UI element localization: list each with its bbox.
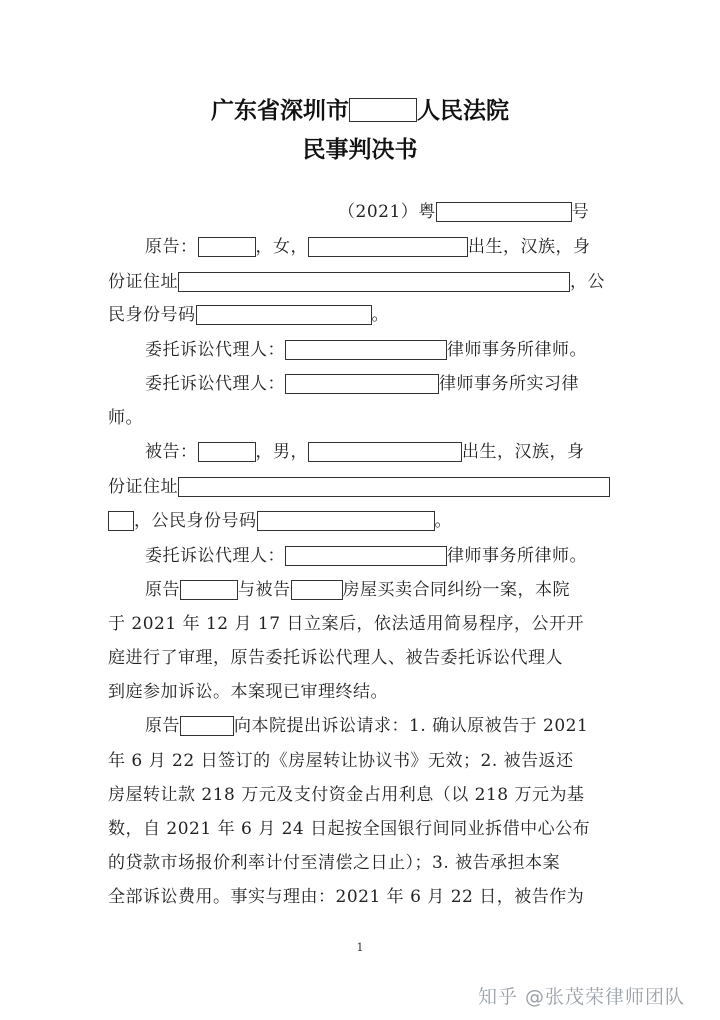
plaintiff-agent-2-cont: 师。 — [108, 408, 143, 428]
redacted-agent-2 — [285, 374, 439, 394]
body-line-18: 数，自 2021 年 6 月 24 日起按全国银行间同业拆借中心公布 — [108, 819, 591, 839]
body-line-12: 于 2021 年 12 月 17 日立案后，依法适用简易程序，公开开 — [108, 614, 584, 634]
defendant-agent-line: 委托诉讼代理人： 律师事务所律师。 — [145, 546, 587, 566]
redacted-plaintiff-ref — [180, 580, 238, 600]
plaintiff-agent-2-line: 委托诉讼代理人： 律师事务所实习律 — [145, 374, 579, 394]
defendant-address-line: 份证住址 — [108, 476, 610, 498]
claims-line: 原告 向本院提出诉讼请求：1. 确认原被告于 2021 — [145, 716, 589, 736]
zhihu-watermark: 知乎 @张茂荣律师团队 — [478, 986, 686, 1008]
case-number: （2021）粤 号 — [338, 202, 590, 222]
redacted-defendant-birth — [308, 442, 462, 462]
document-title: 民事判决书 — [302, 136, 418, 163]
body-line-19: 的贷款市场报价利率计付至清偿之日止）；3. 被告承担本案 — [108, 853, 561, 873]
redacted-defendant-ref — [291, 580, 343, 600]
defendant-id-line: ，公民身份号码 。 — [108, 510, 452, 532]
redacted-case-number — [436, 202, 572, 222]
body-line-20: 全部诉讼费用。事实与理由：2021 年 6 月 22 日，被告作为 — [108, 887, 585, 907]
redacted-plaintiff-name — [198, 237, 256, 257]
body-line-14: 到庭参加诉讼。本案现已审理终结。 — [108, 682, 388, 702]
redacted-court-name — [349, 98, 417, 122]
page-number: 1 — [356, 941, 364, 954]
plaintiff-agent-1-line: 委托诉讼代理人： 律师事务所律师。 — [145, 340, 587, 360]
redacted-defendant-id — [257, 511, 435, 531]
court-title-prefix: 广东省深圳市 — [211, 97, 349, 124]
defendant-line: 被告： ，男， 出生，汉族，身 — [145, 442, 585, 462]
redacted-plaintiff-id — [196, 305, 372, 325]
body-line-17: 房屋转让款 218 万元及支付资金占用利息（以 218 万元为基 — [108, 785, 585, 805]
redacted-defendant-address — [178, 477, 610, 497]
court-title — [0, 92, 720, 125]
redacted-defendant-agent — [285, 546, 447, 566]
redacted-defendant-address-cont — [108, 511, 134, 531]
plaintiff-id-line: 民身份号码 。 — [108, 305, 389, 325]
body-line-16: 年 6 月 22 日签订的《房屋转让协议书》无效；2. 被告返还 — [108, 751, 574, 771]
case-summary-line: 原告 与被告 房屋买卖合同纠纷一案，本院 — [145, 580, 570, 600]
redacted-defendant-name — [198, 442, 256, 462]
court-title-suffix: 人民法院 — [417, 97, 509, 124]
plaintiff-line: 原告： ，女， 出生，汉族，身 — [145, 237, 591, 257]
redacted-plaintiff-birth — [308, 237, 468, 257]
redacted-plaintiff-ref-2 — [180, 716, 234, 736]
body-line-13: 庭进行了审理，原告委托诉讼代理人、被告委托诉讼代理人 — [108, 648, 563, 668]
redacted-agent-1 — [285, 340, 447, 360]
plaintiff-address-line: 份证住址 ，公 — [108, 272, 605, 292]
redacted-plaintiff-address — [178, 272, 570, 292]
